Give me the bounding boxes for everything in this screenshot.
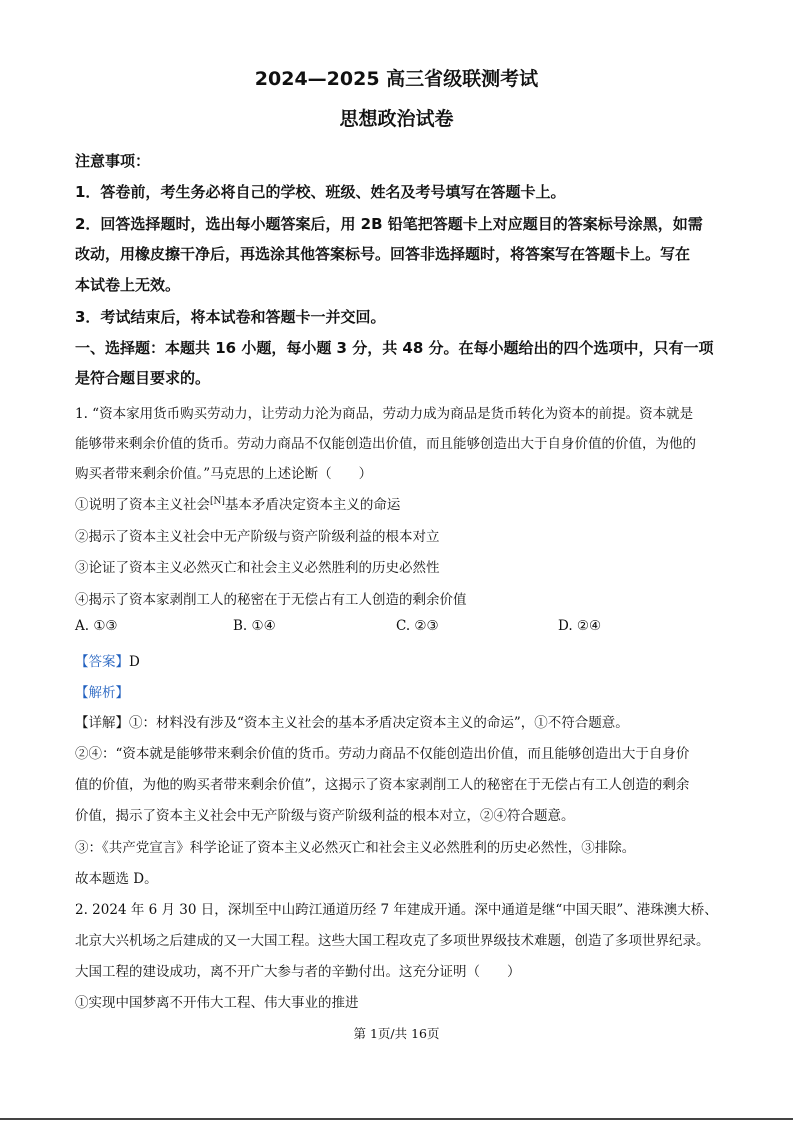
q1-detail-line-4: 价值，揭示了资本主义社会中无产阶级与资产阶级利益的根本对立，②④符合题意。 (75, 808, 575, 824)
analysis-tag: 【解析】 (75, 685, 129, 701)
q1-statement-3: ③论证了资本主义必然灭亡和社会主义必然胜利的历史必然性 (75, 560, 440, 576)
notice-item-2-line-1: 2．回答选择题时，选出每小题答案后，用 2B 铅笔把答题卡上对应题目的答案标号涂黑，如需 (75, 215, 703, 233)
q1-detail-line-5: ③：《共产党宣言》科学论证了资本主义必然灭亡和社会主义必然胜利的历史必然性，③排除。 (75, 840, 636, 856)
notice-item-2-line-3: 本试卷上无效。 (75, 276, 181, 294)
answer-tag: 【答案】 (75, 654, 129, 670)
section-heading-line-1: 一、选择题：本题共 16 小题，每小题 3 分，共 48 分。在每小题给出的四个选项中，只有一项 (75, 339, 714, 357)
q1-option-b: B. ①④ (233, 618, 276, 634)
notice-item-1: 1．答卷前，考生务必将自己的学校、班级、姓名及考号填写在答题卡上。 (75, 183, 566, 201)
notice-item-2-line-2: 改动，用橡皮擦干净后，再选涂其他答案标号。回答非选择题时，将答案写在答题卡上。写在 (75, 245, 691, 263)
q2-stem-line-3: 大国工程的建设成功，离不开广大参与者的辛勤付出。这充分证明（ ） (75, 964, 521, 980)
q2-stem-line-2: 北京大兴机场之后建成的又一大国工程。这些大国工程攻克了多项世界级技术难题，创造了多项世界纪录。 (75, 933, 710, 949)
q2-stem-line-1: 2. 2024 年 6 月 30 日，深圳至中山跨江通道历经 7 年建成开通。深中通道是继“中国天眼”、港珠澳大桥、 (75, 902, 718, 918)
answer-value: D (129, 654, 140, 670)
q1-statement-1 (75, 493, 400, 513)
q1-option-d: D. ②④ (558, 618, 602, 634)
exam-title: 2024—2025 高三省级联测考试 (254, 68, 539, 90)
q1-statement-2: ②揭示了资本主义社会中无产阶级与资产阶级利益的根本对立 (75, 529, 440, 545)
exam-subject: 思想政治试卷 (339, 108, 454, 130)
q1-stem-line-2: 能够带来剩余价值的货币。劳动力商品不仅能创造出价值，而且能够创造出大于自身价值的价值，为他的 (75, 436, 696, 452)
q1-detail-line-2: ②④：“资本就是能够带来剩余价值的货币。劳动力商品不仅能创造出价值，而且能够创造出大于自身价 (75, 746, 690, 762)
q1-statement-1-end: 基本矛盾决定资本主义的命运 (224, 497, 401, 513)
section-heading-line-2: 是符合题目要求的。 (75, 369, 211, 387)
q1-option-a: A. ①③ (75, 618, 118, 634)
q1-detail-line-1: 【详解】①：材料没有涉及“资本主义社会的基本矛盾决定资本主义的命运”，①不符合题意。 (75, 715, 629, 731)
q2-statement-1: ①实现中国梦离不开伟大工程、伟大事业的推进 (75, 995, 359, 1011)
q1-statement-4: ④揭示了资本家剥削工人的秘密在于无偿占有工人创造的剩余价值 (75, 592, 467, 608)
q1-stem-line-1: 1. “资本家用货币购买劳动力，让劳动力沦为商品，劳动力成为商品是货币转化为资本的前提。资本就是 (75, 406, 694, 422)
notice-heading: 注意事项： (75, 152, 151, 170)
q1-detail-line-6: 故本题选 D。 (75, 871, 158, 887)
q1-answer (75, 650, 140, 670)
q1-detail-line-3: 值的价值，为他的购买者带来剩余价值”，这揭示了资本家剥削工人的秘密在于无偿占有工人创造的剩余 (75, 777, 690, 793)
q1-statement-1-mark: [N] (210, 496, 225, 507)
q1-statement-1-start: ①说明了资本主义社会 (75, 497, 210, 513)
page-bottom-divider (0, 1118, 793, 1120)
notice-item-3: 3．考试结束后，将本试卷和答题卡一并交回。 (75, 308, 386, 326)
q1-option-c: C. ②③ (396, 618, 439, 634)
q1-analysis-tag (75, 681, 129, 701)
q1-stem-line-3: 购买者带来剩余价值。”马克思的上述论断（ ） (75, 466, 373, 482)
page-number: 第 1页/共 16页 (353, 1026, 440, 1041)
